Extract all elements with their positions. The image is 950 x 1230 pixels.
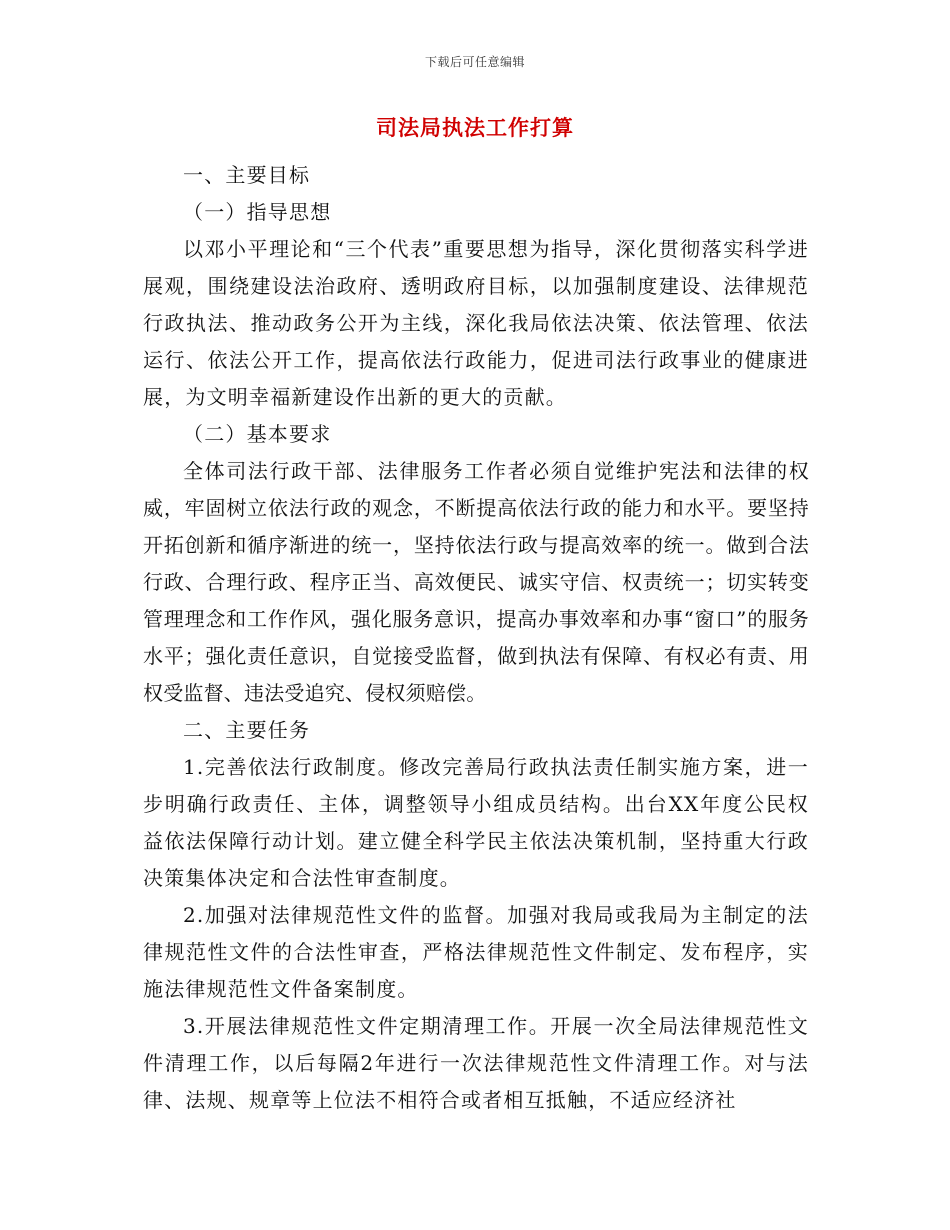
paragraph-task-3: 3.开展法律规范性文件定期清理工作。开展一次全局法律规范性文件清理工作，以后每隔2年进行一次法律规范性文件清理工作。对与法律、法规、规章等上位法不相符合或者相互抵触，不适应经济社 [143, 1014, 809, 1112]
document-body [143, 157, 809, 1119]
paragraph-task-1: 1.完善依法行政制度。修改完善局行政执法责任制实施方案，进一步明确行政责任、主体，调整领导小组成员结构。出台XX年度公民权益依法保障行动计划。建立健全科学民主依法决策机制，坚持重大行政决策集体决定和合法性审查制度。 [143, 755, 809, 890]
paragraph-basic-requirements: 全体司法行政干部、法律服务工作者必须自觉维护宪法和法律的权威，牢固树立依法行政的观念，不断提高依法行政的能力和水平。要坚持开拓创新和循序渐进的统一，坚持依法行政与提高效率的统一。做到合法行政、合理行政、程序正当、高效便民、诚实守信、权责统一；切实转变管理理念和工作作风，强化服务意识，提高办事效率和办事“窗口”的服务水平；强化责任意识，自觉接受监督，做到执法有保障、有权必有责、用权受监督、违法受追究、侵权须赔偿。 [143, 459, 809, 705]
section-heading-main-goals: 一、主要目标 [183, 163, 311, 187]
page-header: 下载后可任意编辑 [424, 55, 525, 69]
subsection-heading-basic-requirements: （二）基本要求 [183, 422, 332, 446]
paragraph-task-2: 2.加强对法律规范性文件的监督。加强对我局或我局为主制定的法律规范性文件的合法性审查，严格法律规范性文件制定、发布程序，实施法律规范性文件备案制度。 [143, 903, 809, 1001]
document-title: 司法局执法工作打算 [376, 115, 574, 140]
paragraph-guiding-ideology: 以邓小平理论和“三个代表”重要思想为指导，深化贯彻落实科学进展观，围绕建设法治政府、透明政府目标，以加强制度建设、法律规范行政执法、推动政务公开为主线，深化我局依法决策、依法管理、依法运行、依法公开工作，提高依法行政能力，促进司法行政事业的健康进展，为文明幸福新建设作出新的更大的贡献。 [143, 237, 809, 409]
subsection-heading-guiding-ideology: （一）指导思想 [183, 200, 332, 224]
section-heading-main-tasks: 二、主要任务 [183, 718, 311, 742]
